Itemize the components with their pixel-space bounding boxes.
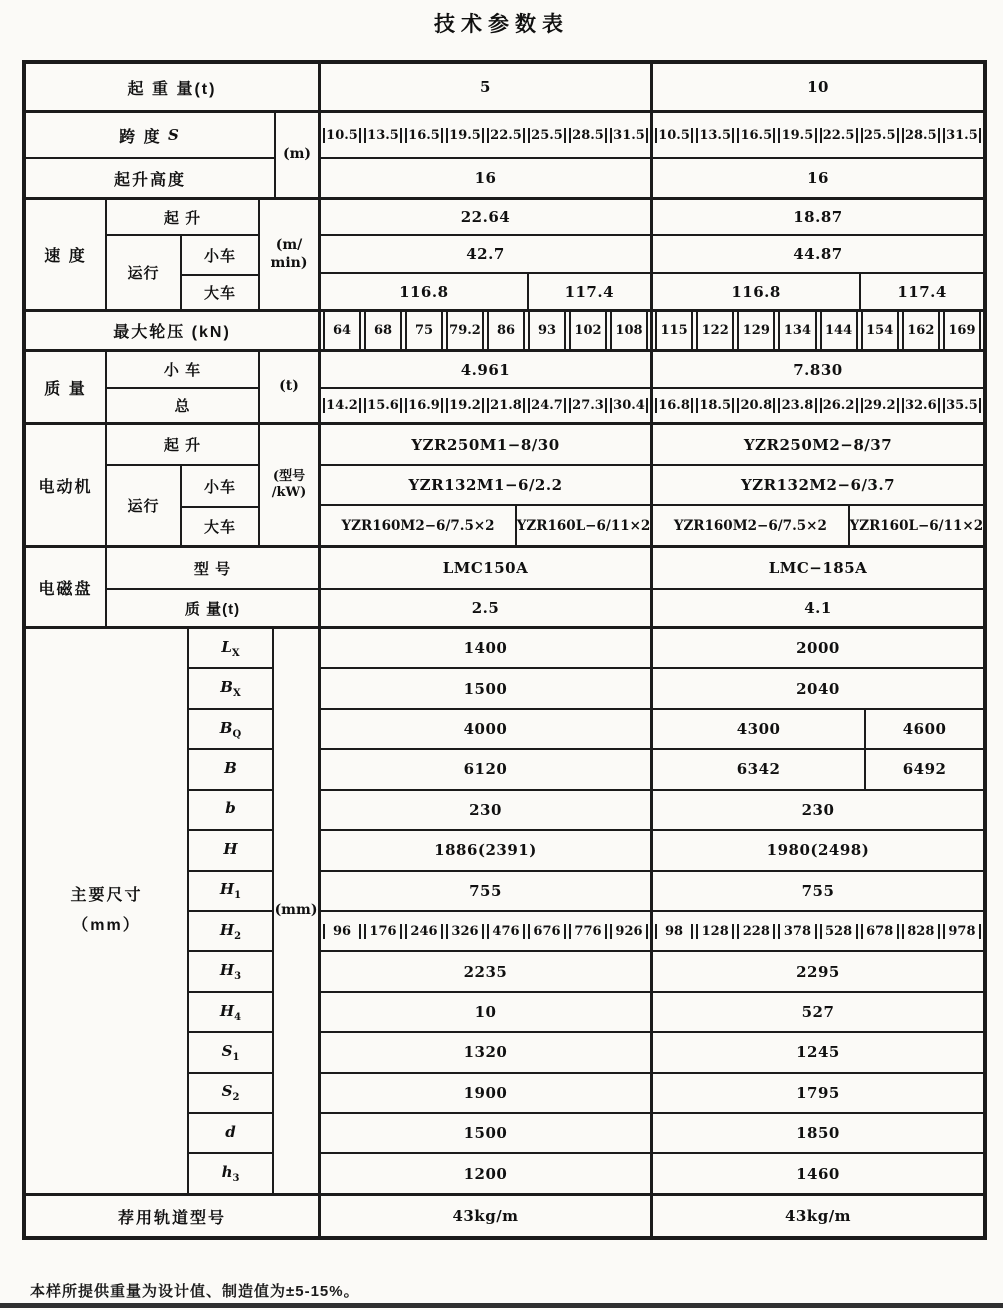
magnet-mass-value-5t: 2.5 [321,588,650,626]
capacity-value-10t: 10 [650,64,983,110]
mass-group-5t [318,352,650,422]
dim-h2-cell: 926 [610,924,648,939]
rail-value-5t: 43kg/m [318,1196,650,1236]
mass-total-cell: 21.8 [487,398,525,413]
motor-crane-values-5t [321,504,650,545]
dim-value-10t: 1795 [653,1072,983,1112]
mass-unit: (t) [258,352,318,422]
dim-h2-cell: 246 [405,924,443,939]
mass-total-cell: 23.8 [778,398,816,413]
speed-trolley-value-5t: 42.7 [321,234,650,272]
span-value-cell: 22.5 [487,128,525,143]
speed-travel-sub [180,236,258,309]
dim-h2-cell: 828 [902,924,940,939]
page-title: 技术参数表 [434,13,569,36]
span-value-cell: 16.5 [405,128,443,143]
span-value-cell: 22.5 [820,128,858,143]
dim-symbol: $H_1$ [189,870,272,910]
span-value-cell: 13.5 [696,128,734,143]
rail-label: 荐用轨道型号 [117,1209,226,1227]
dim-h2-cell: 776 [569,924,607,939]
dim-h2-cell: 476 [487,924,525,939]
dim-h2-cell: 228 [737,924,775,939]
page-bottom-scan-edge [0,1303,1003,1308]
speed-crane-a-5t: 116.8 [399,282,449,301]
dim-value-5t: 2235 [321,950,650,990]
mass-trolley-value-5t: 4.961 [460,360,511,379]
wheel-pressure-cell: 169 [943,312,981,349]
dim-h2-cell: 528 [820,924,858,939]
motor-travel-sub [180,466,258,545]
mass-total-cell: 30.4 [610,398,648,413]
dim-symbol: H [189,829,272,869]
span-value-cell: 13.5 [364,128,402,143]
mass-total-cell: 14.2 [323,398,361,413]
wheel-pressure-cell: 86 [487,312,525,349]
lifting-height-label: 起升高度 [26,157,274,197]
wheel-pressure-cell: 129 [737,312,775,349]
dim-value-10t: 2000 [796,639,840,658]
dimensions-unit: (mm) [272,629,318,1193]
dim-symbol: b [189,789,272,829]
speed-unit: (m/ min) [258,200,318,309]
dim-split-10t [653,708,983,748]
magnet-group-label: 电磁盘 [38,580,93,598]
span-value-cell: 19.5 [778,128,816,143]
mass-total-cell: 20.8 [737,398,775,413]
capacity-label: 起 重 量(t) [127,80,217,98]
dim-h2-cell: 678 [861,924,899,939]
speed-crane-a-10t: 116.8 [731,282,781,301]
wheel-pressure-values-5t [318,312,650,349]
wheel-pressure-cell: 115 [655,312,693,349]
dim-symbol: $S_2$ [189,1072,272,1112]
magnet-model-value-5t: LMC150A [442,559,529,577]
mass-total-cell: 15.6 [364,398,402,413]
span-label: 跨 度 S [119,126,181,146]
dim-h2-cell: 96 [323,924,361,939]
motor-trolley-label: 小车 [203,478,236,496]
speed-group-5t [318,200,650,309]
dim-symbol: $H_3$ [189,950,272,990]
wheel-pressure-label: 最大轮压 (kN) [113,324,231,341]
motor-group-10t [650,425,983,545]
magnet-mass-value-10t: 4.1 [653,588,983,626]
speed-hoist-label: 起 升 [163,209,202,227]
mass-group-label: 质 量 [44,380,87,398]
speed-crane-b-5t: 117.4 [527,274,650,309]
dim-value-5t: 4000 [321,708,650,748]
dim-value-5t: 755 [321,870,650,910]
dim-value-10t: 230 [653,789,983,829]
dim-symbol: $S_1$ [189,1031,272,1071]
span-value-cell: 10.5 [655,128,693,143]
dim-symbol: $H_4$ [189,991,272,1031]
wheel-pressure-cell: 79.2 [446,312,484,349]
speed-crane-values-5t [321,272,650,309]
dim-split-10t [653,748,983,788]
speed-trolley-value-10t: 44.87 [653,234,983,272]
mass-total-cell: 24.7 [528,398,566,413]
dim-symbol: $L_X$ [221,637,240,659]
span-group-5t [318,113,650,197]
wheel-pressure-cell: 68 [364,312,402,349]
mass-total-cell: 26.2 [820,398,858,413]
footer-note: 本样所提供重量为设计值、制造值为±5-15%。 [30,1283,360,1300]
span-group-10t [650,113,983,197]
dim-symbol: $B_Q$ [189,708,272,748]
dim-h2-values-5t [321,910,650,950]
magnet-mass-label: 质 量(t) [107,588,318,626]
dim-h2-cell: 676 [528,924,566,939]
dim-split-b: 6492 [864,750,983,788]
dim-value-10t: 1460 [653,1152,983,1192]
rail-value-10t: 43kg/m [650,1196,983,1236]
motor-crane-a-5t: YZR160M2−6/7.5×2 [341,517,495,534]
dim-split-a: 4300 [736,720,781,739]
dim-value-5t: 1400 [463,639,508,658]
span-value-cell: 28.5 [569,128,607,143]
span-unit: (m) [274,113,318,197]
dim-value-5t: 1200 [321,1152,650,1192]
mass-band [26,349,983,422]
span-value-cell: 25.5 [861,128,899,143]
motor-crane-b-5t: YZR160L−6/11×2 [515,506,650,545]
motor-trolley-value-5t: YZR132M1−6/2.2 [321,464,650,504]
mass-total-cell: 32.6 [902,398,940,413]
speed-group-10t [650,200,983,309]
speed-travel-label: 运行 [127,265,160,282]
mass-sub-labels [105,352,258,422]
magnet-model-value-10t: LMC−185A [768,559,868,577]
span-value-cell: 31.5 [610,128,648,143]
motor-hoist-value-10t: YZR250M2−8/37 [743,435,893,454]
rail-band [26,1193,983,1236]
capacity-value-5t: 5 [318,64,650,110]
motor-crane-a-10t: YZR160M2−6/7.5×2 [673,517,827,534]
motor-group-5t [318,425,650,545]
wheel-pressure-cell: 144 [820,312,858,349]
wheel-pressure-band [26,309,983,349]
mass-total-values-5t [321,387,650,422]
dim-value-10t: 2295 [653,950,983,990]
dim-value-10t: 1245 [653,1031,983,1071]
wheel-pressure-cell: 134 [778,312,816,349]
motor-hoist-label: 起 升 [163,437,202,454]
motor-hoist-value-5t: YZR250M1−8/30 [411,435,560,454]
motor-unit: (型号 /kW) [258,425,318,545]
speed-crane-label: 大车 [182,274,258,309]
wheel-pressure-cell: 75 [405,312,443,349]
span-symbol: S [168,126,181,144]
speed-band [26,197,983,309]
dim-value-5t: 6120 [321,748,650,788]
speed-sub-labels [105,200,258,309]
dim-h2-cell: 176 [364,924,402,939]
dim-symbol: $H_2$ [189,910,272,950]
magnet-sub-labels [105,548,318,626]
span-height-labels [26,113,274,197]
wheel-pressure-cell: 102 [569,312,607,349]
wheel-pressure-cell: 93 [528,312,566,349]
magnet-group-5t [318,548,650,626]
wheel-pressure-cell: 162 [902,312,940,349]
wheel-pressure-cell: 108 [610,312,648,349]
lifting-height-value-10t: 16 [653,157,983,197]
mass-total-cell: 19.2 [446,398,484,413]
dim-value-5t: 1320 [321,1031,650,1071]
motor-crane-b-10t: YZR160L−6/11×2 [848,506,983,545]
capacity-band [26,64,983,110]
dim-split-a: 6342 [736,760,781,779]
mass-total-cell: 29.2 [861,398,899,413]
mass-total-label: 总 [107,387,258,422]
motor-trolley-value-10t: YZR132M2−6/3.7 [653,464,983,504]
dim-h2-cell: 98 [655,924,693,939]
dim-h2-cell: 128 [696,924,734,939]
span-value-cell: 28.5 [902,128,940,143]
dim-value-5t: 230 [321,789,650,829]
speed-hoist-value-10t: 18.87 [793,208,843,226]
mass-trolley-value-10t: 7.830 [793,360,843,379]
span-values-10t [653,113,983,157]
span-value-cell: 31.5 [943,128,981,143]
motor-sub-labels [105,425,258,545]
span-value-cell: 25.5 [528,128,566,143]
wheel-pressure-values-10t [650,312,983,349]
dimension-symbols [187,629,272,1193]
wheel-pressure-cell: 122 [696,312,734,349]
dim-symbol: B [189,748,272,788]
mass-group-10t [650,352,983,422]
mass-total-cell: 18.5 [696,398,734,413]
dim-value-5t: 1500 [321,1112,650,1152]
motor-travel-row [107,464,258,545]
dim-symbol: d [189,1112,272,1152]
dim-value-10t: 1980(2498) [653,829,983,869]
span-height-band [26,110,983,197]
span-values-5t [321,113,650,157]
dimensions-group-label: 主要尺寸 （mm） [70,886,143,934]
dim-value-10t: 1850 [653,1112,983,1152]
dim-value-10t: 527 [653,991,983,1031]
span-value-cell: 16.5 [737,128,775,143]
mass-total-cell: 16.9 [405,398,443,413]
dim-split-b: 4600 [864,710,983,748]
dim-h2-cell: 326 [446,924,484,939]
mass-trolley-label: 小 车 [163,362,202,379]
dim-symbol: $h_3$ [189,1152,272,1192]
technical-parameter-table [22,60,987,1240]
mass-total-cell: 16.8 [655,398,693,413]
dim-h2-cell: 978 [943,924,981,939]
span-value-cell: 19.5 [446,128,484,143]
speed-trolley-label: 小车 [203,247,236,265]
dim-value-10t: 755 [653,870,983,910]
magnet-band [26,545,983,626]
speed-travel-row [107,234,258,309]
dim-value-5t: 1500 [321,667,650,707]
speed-crane-b-10t: 117.4 [859,274,983,309]
mass-total-cell: 35.5 [943,398,981,413]
speed-crane-values-10t [653,272,983,309]
dim-value-5t: 10 [321,991,650,1031]
magnet-group-10t [650,548,983,626]
motor-band [26,422,983,545]
lifting-height-value-5t: 16 [321,157,650,197]
dim-value-5t: 1900 [321,1072,650,1112]
wheel-pressure-cell: 154 [861,312,899,349]
dim-value-5t: 1886(2391) [321,829,650,869]
mass-total-values-10t [653,387,983,422]
span-value-cell: 10.5 [323,128,361,143]
dimensions-band [26,626,983,1193]
motor-travel-label: 运行 [127,498,160,515]
dimensions-group-5t [318,629,650,1193]
motor-crane-label: 大车 [182,506,258,545]
motor-crane-values-10t [653,504,983,545]
dim-value-10t: 2040 [653,667,983,707]
mass-total-cell: 27.3 [569,398,607,413]
dim-h2-values-10t [653,910,983,950]
wheel-pressure-cell: 64 [323,312,361,349]
dim-symbol: $B_X$ [189,667,272,707]
dim-h2-cell: 378 [778,924,816,939]
speed-group-label: 速 度 [44,248,87,265]
motor-group-label: 电动机 [38,478,93,496]
magnet-model-label: 型 号 [193,560,232,578]
speed-hoist-value-5t: 22.64 [460,208,511,226]
dimensions-group-10t [650,629,983,1193]
